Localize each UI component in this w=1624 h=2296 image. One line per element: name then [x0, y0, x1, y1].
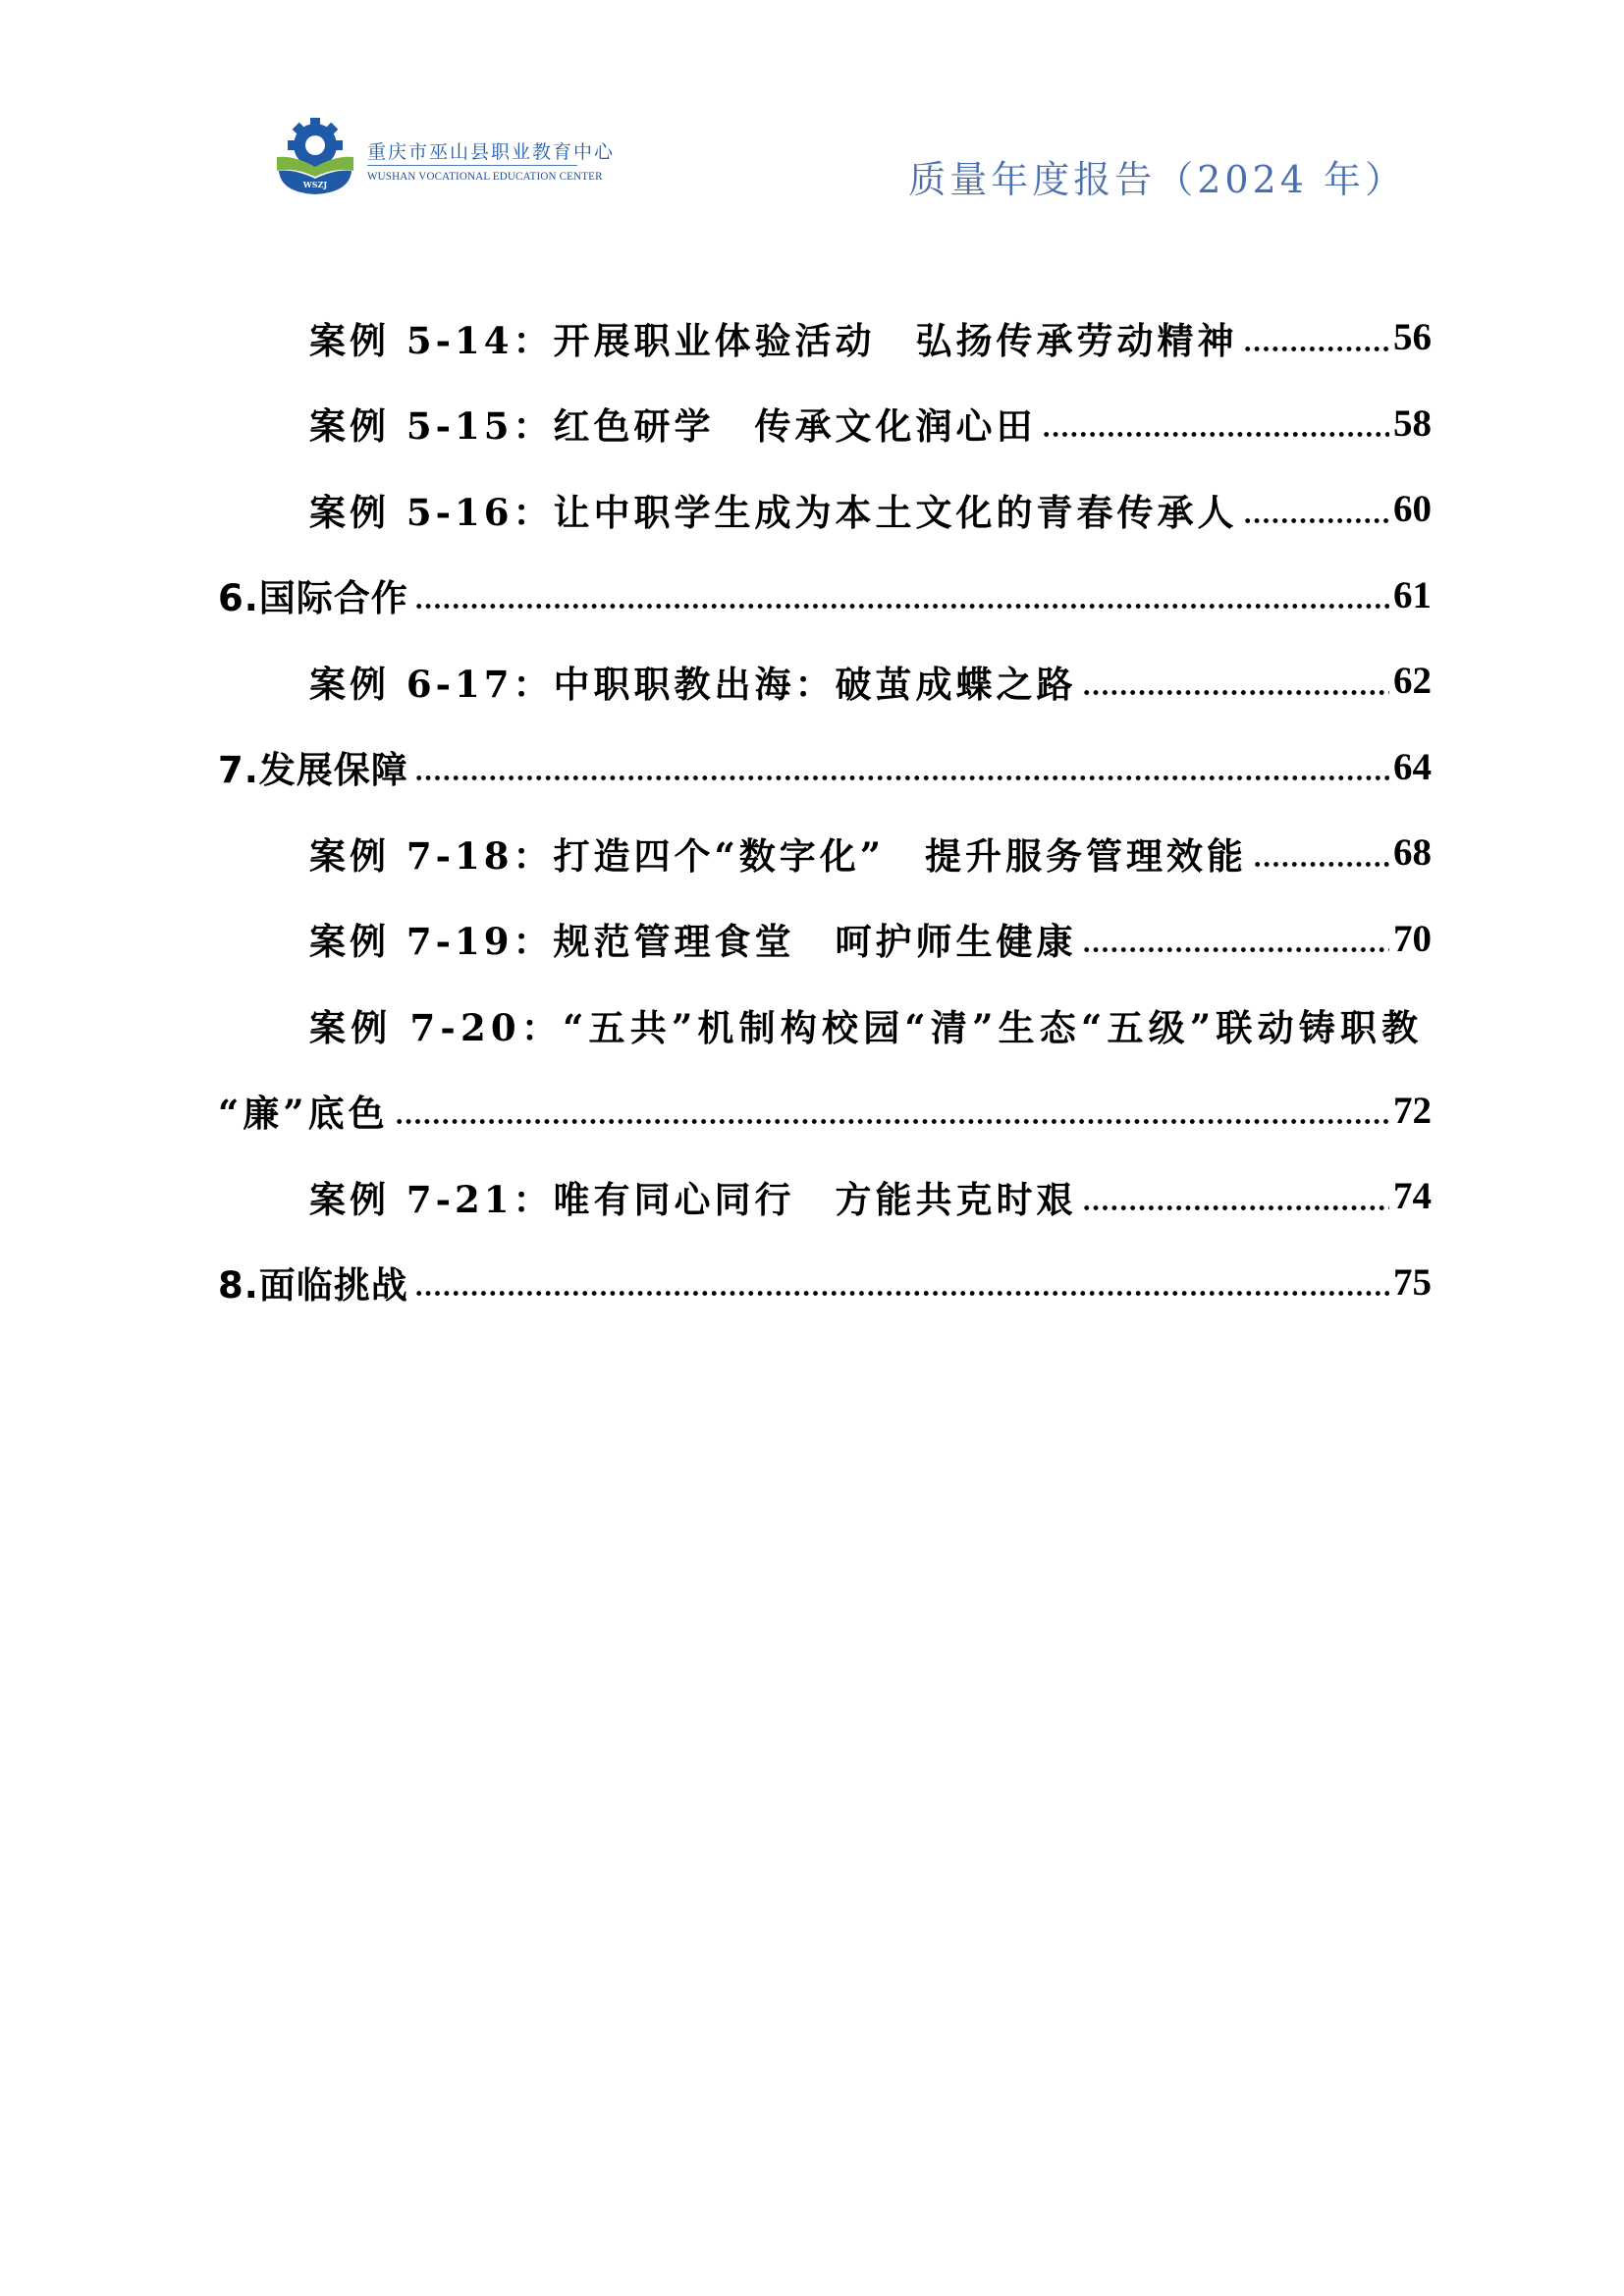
dot-leader: [1253, 833, 1389, 873]
toc-entry-label: 7.发展保障: [218, 749, 408, 792]
dot-leader: [414, 1262, 1389, 1302]
dot-leader: [1243, 490, 1389, 529]
toc-page-number: 62: [1393, 660, 1432, 703]
school-logo: [273, 116, 616, 196]
toc-entry-case-5-16[interactable]: [218, 466, 1432, 553]
dot-leader: [1042, 403, 1389, 443]
page-header: [0, 0, 1624, 226]
toc-page-number: 56: [1393, 316, 1432, 359]
toc-entry-case-7-18[interactable]: [218, 810, 1432, 896]
toc-page-number: 70: [1393, 917, 1432, 960]
school-name-en: WUSHAN VOCATIONAL EDUCATION CENTER: [367, 169, 603, 183]
toc-entry-label: 案例 7-20：“五共”机制构校园“清”生态“五级”联动铸职教: [309, 1005, 1424, 1049]
dot-leader: [414, 575, 1389, 614]
logo-divider: [367, 165, 577, 166]
toc-page-number: 72: [1393, 1089, 1432, 1132]
toc-entry-label: 案例 7-18：打造四个“数字化” 提升服务管理效能: [309, 833, 1248, 878]
dot-leader: [1243, 318, 1389, 357]
dot-leader: [395, 1091, 1389, 1130]
toc-entry-section-8[interactable]: [218, 1240, 1432, 1326]
report-title: 质量年度报告（2024 年）: [908, 158, 1406, 201]
toc-entry-case-7-20[interactable]: [218, 982, 1432, 1068]
toc-entry-label: 案例 7-21：唯有同心同行 方能共克时艰: [309, 1177, 1077, 1221]
toc-entry-case-7-20-continued[interactable]: [218, 1068, 1432, 1154]
toc-entry-label: 8.面临挑战: [218, 1264, 408, 1308]
dot-leader: [1082, 662, 1389, 701]
gear-book-emblem-icon: [273, 116, 357, 196]
toc-entry-label: 案例 5-14：开展职业体验活动 弘扬传承劳动精神: [309, 318, 1238, 362]
toc-entry-section-6[interactable]: [218, 553, 1432, 639]
toc-entry-case-5-14[interactable]: [218, 294, 1432, 381]
toc-page-number: 75: [1393, 1260, 1432, 1304]
toc-entry-label: 案例 7-19：规范管理食堂 呵护师生健康: [309, 920, 1077, 964]
toc-entry-case-7-21[interactable]: [218, 1153, 1432, 1240]
dot-leader: [1082, 919, 1389, 958]
toc-page-number: 60: [1393, 488, 1432, 531]
table-of-contents: [218, 294, 1432, 1325]
toc-entry-case-7-19[interactable]: [218, 896, 1432, 983]
toc-page-number: 64: [1393, 745, 1432, 788]
toc-entry-label: 案例 5-15：红色研学 传承文化润心田: [309, 404, 1037, 449]
toc-entry-label: 案例 6-17：中职职教出海：破茧成蝶之路: [309, 662, 1077, 706]
dot-leader: [414, 747, 1389, 786]
toc-entry-label: 6.国际合作: [218, 577, 408, 620]
toc-page-number: 68: [1393, 831, 1432, 875]
toc-page-number: 61: [1393, 573, 1432, 616]
school-name-cn: 重庆市巫山县职业教育中心: [367, 141, 616, 163]
svg-text:WSZJ: WSZJ: [302, 180, 328, 189]
toc-page-number: 74: [1393, 1175, 1432, 1218]
dot-leader: [1082, 1177, 1389, 1216]
toc-entry-case-6-17[interactable]: [218, 638, 1432, 724]
toc-entry-label: 案例 5-16：让中职学生成为本土文化的青春传承人: [309, 490, 1238, 534]
toc-entry-label: “廉”底色: [218, 1092, 389, 1136]
toc-entry-case-5-15[interactable]: [218, 381, 1432, 467]
toc-page-number: 58: [1393, 401, 1432, 445]
toc-entry-section-7[interactable]: [218, 724, 1432, 811]
